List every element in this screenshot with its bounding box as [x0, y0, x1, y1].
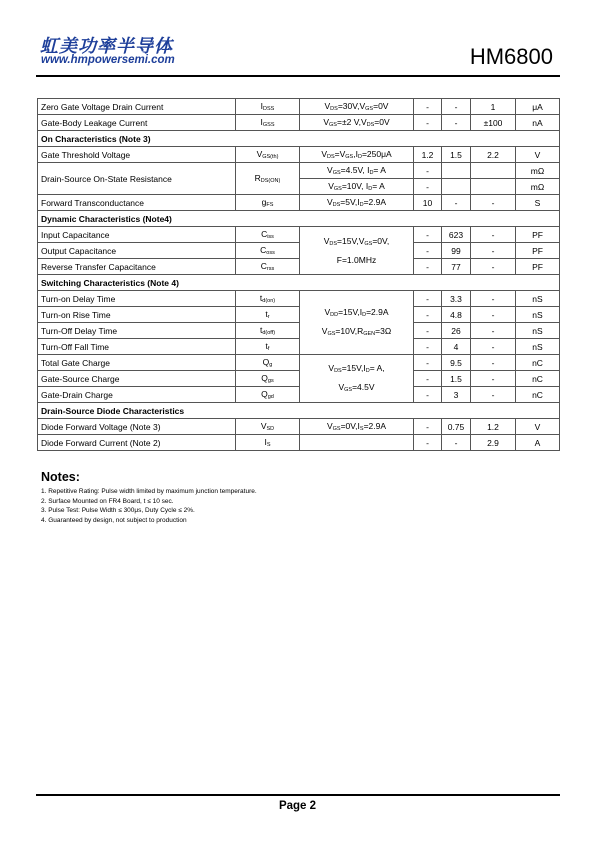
condition-subscript: GS	[329, 122, 337, 128]
table-row	[38, 147, 560, 163]
symbol-cell	[236, 163, 300, 195]
condition-text: =2.9A	[363, 197, 387, 207]
table-row	[38, 99, 560, 115]
unit-cell: V	[516, 147, 560, 163]
note-item: 3. Pulse Test: Pulse Width ≤ 300μs, Duty Cycle ≤ 2%.	[41, 507, 195, 515]
note-item: 4. Guaranteed by design, not subject to production	[41, 516, 187, 524]
typ-cell: 26	[442, 323, 471, 339]
typ-cell: 99	[442, 243, 471, 259]
electrical-characteristics-table	[37, 98, 560, 451]
symbol-subscript: gd	[267, 394, 274, 400]
condition-text: V	[324, 306, 331, 317]
condition-text: V	[321, 325, 328, 336]
table-row	[38, 435, 560, 451]
brand-website: www.hmpowersemi.com	[41, 54, 175, 66]
min-cell: 10	[414, 195, 442, 211]
condition-text: V	[328, 362, 335, 373]
table-row	[38, 355, 560, 371]
max-cell: -	[471, 355, 516, 371]
parameter-cell: Turn-on Delay Time	[38, 291, 236, 307]
symbol-cell	[236, 291, 300, 307]
min-cell: -	[414, 355, 442, 371]
condition-cell	[300, 435, 414, 451]
unit-cell: PF	[516, 259, 560, 275]
min-cell: -	[414, 163, 442, 179]
max-cell: 2.2	[471, 147, 516, 163]
symbol-subscript: SD	[266, 426, 275, 432]
condition-subscript: DS	[332, 202, 341, 208]
symbol-text: I	[260, 101, 264, 111]
condition-text: V	[338, 381, 345, 392]
symbol-subscript: d(on)	[262, 298, 276, 304]
symbol-text: t	[259, 293, 263, 303]
symbol-text: C	[260, 245, 267, 255]
symbol-subscript: S	[266, 442, 271, 448]
condition-cell	[300, 115, 414, 131]
table-row	[38, 371, 560, 387]
part-number: HM6800	[469, 44, 553, 69]
min-cell: -	[414, 387, 442, 403]
symbol-subscript: d(off)	[262, 330, 276, 336]
min-cell: -	[414, 291, 442, 307]
section-title: Drain-Source Diode Characteristics	[38, 403, 560, 419]
note-item: 1. Repetitive Rating: Pulse width limited by maximum junction temperature.	[41, 488, 257, 495]
unit-cell: mΩ	[516, 163, 560, 179]
parameter-cell: Reverse Transfer Capacitance	[38, 259, 236, 275]
typ-cell: 9.5	[442, 355, 471, 371]
page-header	[0, 0, 595, 80]
condition-subscript: D	[368, 186, 373, 192]
condition-subscript: GS	[365, 106, 374, 112]
symbol-subscript: rss	[266, 266, 275, 272]
max-cell: 1	[471, 99, 516, 115]
section-title: On Characteristics (Note 3)	[38, 131, 560, 147]
symbol-text: t	[259, 325, 263, 335]
condition-subscript: GS	[364, 241, 373, 247]
condition-subscript: GEN	[363, 330, 376, 337]
symbol-subscript: DSS	[263, 106, 275, 112]
symbol-cell	[236, 355, 300, 371]
parameter-cell: Gate-Body Leakage Current	[38, 115, 236, 131]
table-row	[38, 339, 560, 355]
typ-cell: 1.5	[442, 371, 471, 387]
symbol-subscript: gs	[267, 378, 274, 384]
condition-text: V	[328, 181, 334, 191]
condition-cell	[300, 99, 414, 115]
notes-title: Notes:	[41, 470, 80, 484]
condition-line	[303, 233, 410, 252]
typ-cell: -	[442, 435, 471, 451]
section-header-row	[38, 211, 560, 227]
condition-cell	[300, 195, 414, 211]
symbol-text: g	[261, 197, 267, 207]
condition-line	[303, 304, 410, 323]
condition-text: = A,	[369, 362, 385, 373]
unit-cell: nC	[516, 355, 560, 371]
parameter-cell: Diode Forward Voltage (Note 3)	[38, 419, 236, 435]
condition-text: V	[324, 101, 331, 111]
condition-text: =0V	[374, 117, 390, 127]
condition-subscript: GS	[344, 386, 353, 393]
condition-subscript: D	[359, 202, 364, 208]
parameter-cell: Turn-on Rise Time	[38, 307, 236, 323]
parameter-cell: Gate-Drain Charge	[38, 387, 236, 403]
table-row	[38, 307, 560, 323]
parameter-cell: Turn-Off Fall Time	[38, 339, 236, 355]
condition-cell	[300, 227, 414, 275]
condition-subscript: GS	[345, 154, 354, 160]
symbol-cell	[236, 435, 300, 451]
condition-text: =2.9A	[363, 421, 387, 431]
table-row	[38, 115, 560, 131]
table-row	[38, 243, 560, 259]
condition-text: V	[323, 236, 330, 246]
symbol-subscript: DS(ON)	[260, 178, 281, 184]
typ-cell: 4	[442, 339, 471, 355]
symbol-cell	[236, 195, 300, 211]
section-header-row	[38, 131, 560, 147]
max-cell: -	[471, 371, 516, 387]
condition-cell	[300, 419, 414, 435]
symbol-text: V	[256, 149, 263, 159]
condition-line	[303, 360, 410, 379]
max-cell: -	[471, 291, 516, 307]
condition-line	[303, 379, 410, 398]
parameter-cell: Turn-Off Delay Time	[38, 323, 236, 339]
condition-text: =15V,I	[338, 306, 363, 317]
max-cell: -	[471, 259, 516, 275]
table-row	[38, 259, 560, 275]
min-cell: -	[414, 419, 442, 435]
max-cell: -	[471, 227, 516, 243]
symbol-text: I	[260, 117, 263, 127]
typ-cell: 0.75	[442, 419, 471, 435]
min-cell: -	[414, 339, 442, 355]
max-cell: 1.2	[471, 419, 516, 435]
symbol-cell	[236, 227, 300, 243]
condition-cell	[300, 147, 414, 163]
condition-text: ,I	[353, 149, 358, 159]
condition-text: =30V,V	[337, 101, 366, 111]
condition-text: =5V,I	[340, 197, 360, 207]
condition-text: =2.9A	[366, 306, 389, 317]
condition-cell	[300, 179, 414, 195]
condition-text: =0V,	[372, 236, 390, 246]
parameter-cell: Gate Threshold Voltage	[38, 147, 236, 163]
min-cell: -	[414, 259, 442, 275]
symbol-subscript: FS	[266, 202, 274, 208]
condition-subscript: DS	[366, 122, 375, 128]
typ-cell: -	[442, 99, 471, 115]
header-divider	[36, 75, 560, 77]
table-row	[38, 387, 560, 403]
section-title: Switching Characteristics (Note 4)	[38, 275, 560, 291]
condition-subscript: S	[359, 426, 364, 432]
condition-text: =4.5V	[352, 381, 375, 392]
table-row	[38, 419, 560, 435]
condition-text: =V	[334, 149, 346, 159]
condition-text: =10V, I	[341, 181, 369, 191]
min-cell: -	[414, 243, 442, 259]
typ-cell: 1.5	[442, 147, 471, 163]
condition-text: V	[326, 421, 333, 431]
condition-subscript: GS	[332, 426, 341, 432]
condition-line	[303, 323, 410, 342]
condition-text: = A	[372, 181, 385, 191]
max-cell: -	[471, 307, 516, 323]
note-item: 2. Surface Mounted on FR4 Board, t ≤ 10 sec.	[41, 497, 174, 505]
max-cell	[471, 179, 516, 195]
condition-text: =3Ω	[375, 325, 392, 336]
symbol-subscript: g	[269, 362, 273, 368]
parameter-cell: Forward Transconductance	[38, 195, 236, 211]
unit-cell: nS	[516, 307, 560, 323]
condition-cell	[300, 163, 414, 179]
condition-line	[303, 252, 410, 268]
typ-cell: 3	[442, 387, 471, 403]
unit-cell: nA	[516, 115, 560, 131]
parameter-cell: Output Capacitance	[38, 243, 236, 259]
parameter-cell: Diode Forward Current (Note 2)	[38, 435, 236, 451]
max-cell: -	[471, 195, 516, 211]
parameter-cell: Zero Gate Voltage Drain Current	[38, 99, 236, 115]
unit-cell: nC	[516, 387, 560, 403]
unit-cell: PF	[516, 243, 560, 259]
typ-cell	[442, 179, 471, 195]
max-cell	[471, 163, 516, 179]
table-row	[38, 323, 560, 339]
min-cell: -	[414, 435, 442, 451]
symbol-text: R	[254, 173, 261, 183]
condition-text: =10V,R	[335, 325, 364, 336]
condition-text: V	[326, 197, 333, 207]
parameter-cell: Drain-Source On-State Resistance	[38, 163, 236, 195]
symbol-text: I	[264, 437, 267, 447]
condition-subscript: D	[362, 311, 367, 318]
condition-text: V	[327, 165, 333, 175]
condition-text: =0V	[373, 101, 389, 111]
condition-subscript: DS	[329, 241, 338, 247]
condition-subscript: DD	[330, 311, 339, 318]
max-cell: 2.9	[471, 435, 516, 451]
symbol-cell	[236, 259, 300, 275]
symbol-cell	[236, 243, 300, 259]
min-cell: -	[414, 99, 442, 115]
max-cell: -	[471, 243, 516, 259]
typ-cell: 3.3	[442, 291, 471, 307]
symbol-text: Q	[261, 389, 268, 399]
unit-cell: A	[516, 435, 560, 451]
symbol-text: t	[265, 309, 268, 319]
unit-cell: nS	[516, 339, 560, 355]
condition-subscript: D	[369, 170, 374, 176]
symbol-text: t	[265, 341, 268, 351]
unit-cell: μA	[516, 99, 560, 115]
parameter-cell: Input Capacitance	[38, 227, 236, 243]
notes-section	[41, 470, 561, 525]
max-cell: -	[471, 323, 516, 339]
unit-cell: mΩ	[516, 179, 560, 195]
min-cell: -	[414, 115, 442, 131]
condition-subscript: D	[357, 154, 362, 160]
condition-subscript: GS	[332, 170, 341, 176]
min-cell: -	[414, 323, 442, 339]
typ-cell	[442, 163, 471, 179]
typ-cell: 4.8	[442, 307, 471, 323]
condition-text: =15V,V	[337, 236, 365, 246]
typ-cell: -	[442, 115, 471, 131]
symbol-subscript: GS(th)	[262, 154, 279, 160]
typ-cell: 623	[442, 227, 471, 243]
symbol-cell	[236, 371, 300, 387]
condition-subscript: GS	[327, 330, 336, 337]
unit-cell: nS	[516, 291, 560, 307]
condition-text: F=1.0MHz	[336, 255, 377, 265]
brand-name-chinese: 虹美功率半导体	[40, 36, 173, 57]
symbol-text: V	[260, 421, 267, 431]
symbol-text: Q	[261, 373, 268, 383]
condition-subscript: D	[365, 367, 370, 374]
condition-text: V	[321, 149, 327, 159]
condition-cell	[300, 355, 414, 403]
unit-cell: V	[516, 419, 560, 435]
unit-cell: nC	[516, 371, 560, 387]
unit-cell: S	[516, 195, 560, 211]
condition-text: =4.5V, I	[340, 165, 370, 175]
table-row	[38, 195, 560, 211]
condition-text: =15V,I	[341, 362, 366, 373]
symbol-subscript: r	[267, 314, 270, 320]
symbol-cell	[236, 115, 300, 131]
min-cell: 1.2	[414, 147, 442, 163]
parameter-cell: Gate-Source Charge	[38, 371, 236, 387]
condition-text: =±2 V,V	[336, 117, 367, 127]
typ-cell: 77	[442, 259, 471, 275]
section-header-row	[38, 403, 560, 419]
condition-subscript: DS	[330, 106, 338, 112]
condition-text: =0V,I	[340, 421, 360, 431]
symbol-subscript: oss	[266, 250, 275, 256]
symbol-cell	[236, 99, 300, 115]
section-title: Dynamic Characteristics (Note4)	[38, 211, 560, 227]
max-cell: -	[471, 387, 516, 403]
parameter-cell: Total Gate Charge	[38, 355, 236, 371]
page-number: Page 2	[278, 800, 317, 812]
table-row	[38, 291, 560, 307]
condition-cell	[300, 291, 414, 355]
unit-cell: nS	[516, 323, 560, 339]
table-row	[38, 163, 560, 179]
condition-text: V	[323, 117, 330, 127]
footer-divider	[36, 794, 560, 796]
typ-cell: -	[442, 195, 471, 211]
symbol-cell	[236, 387, 300, 403]
symbol-cell	[236, 419, 300, 435]
min-cell: -	[414, 371, 442, 387]
max-cell: -	[471, 339, 516, 355]
condition-text: = A	[373, 165, 386, 175]
symbol-text: Q	[262, 357, 270, 367]
min-cell: -	[414, 307, 442, 323]
condition-text: =250μA	[361, 149, 392, 159]
symbol-cell	[236, 307, 300, 323]
unit-cell: PF	[516, 227, 560, 243]
section-header-row	[38, 275, 560, 291]
min-cell: -	[414, 227, 442, 243]
symbol-subscript: GSS	[262, 122, 275, 128]
table-row	[38, 227, 560, 243]
condition-subscript: GS	[333, 186, 342, 192]
symbol-subscript: f	[267, 346, 270, 352]
symbol-cell	[236, 339, 300, 355]
max-cell: ±100	[471, 115, 516, 131]
symbol-cell	[236, 323, 300, 339]
condition-subscript: DS	[334, 367, 342, 374]
symbol-text: C	[261, 229, 268, 239]
symbol-subscript: iss	[267, 234, 274, 240]
symbol-cell	[236, 147, 300, 163]
condition-subscript: DS	[327, 154, 335, 160]
min-cell: -	[414, 179, 442, 195]
symbol-text: C	[260, 261, 267, 271]
